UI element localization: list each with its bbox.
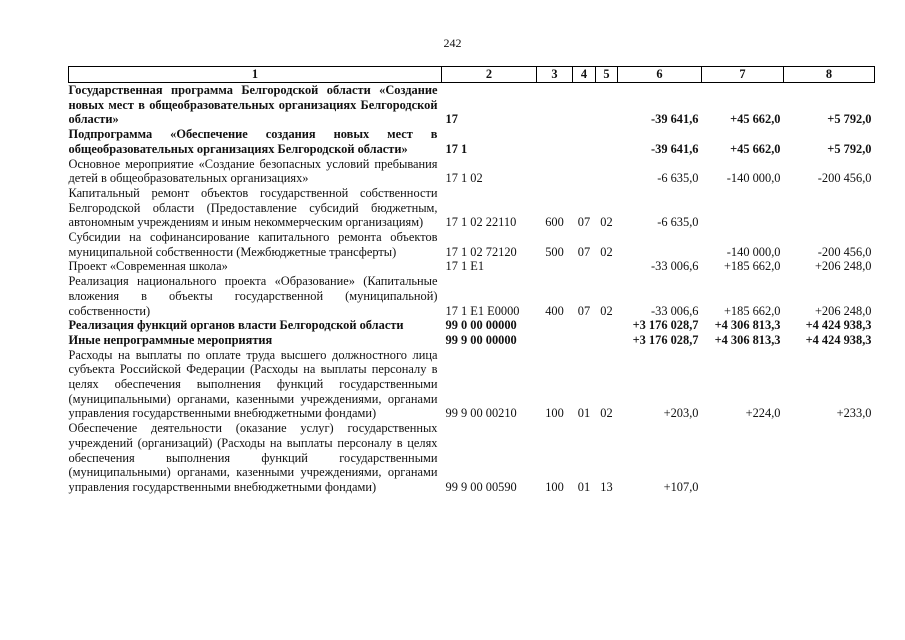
row-col5 bbox=[596, 157, 618, 186]
row-col3 bbox=[537, 157, 573, 186]
row-value-8: +4 424 938,3 bbox=[805, 332, 872, 347]
row-value-8: +4 424 938,3 bbox=[805, 318, 872, 333]
row-col5 bbox=[596, 259, 618, 274]
table-row bbox=[69, 348, 875, 422]
row-value-7: +45 662,0 bbox=[730, 141, 781, 156]
row-col3: 600 bbox=[545, 215, 564, 230]
table-row bbox=[69, 421, 875, 495]
row-name: Государственная программа Белгородской области «Создание новых мест в общеобразовательных организациях Белгородской области» bbox=[68, 83, 438, 127]
row-value-8: -200 456,0 bbox=[817, 244, 872, 259]
row-col5 bbox=[596, 127, 618, 156]
row-code: 17 1 bbox=[445, 141, 468, 156]
table-row bbox=[69, 186, 875, 230]
row-col4: 01 bbox=[577, 479, 591, 494]
header-cell: 4 bbox=[573, 67, 596, 83]
row-name: Основное мероприятие «Создание безопасных условий пребывания детей в общеобразовательных организациях» bbox=[68, 156, 438, 186]
row-col3 bbox=[537, 318, 573, 333]
row-col5: 02 bbox=[600, 215, 613, 230]
row-code: 17 1 02 22110 bbox=[445, 215, 517, 230]
row-col5: 02 bbox=[600, 303, 613, 318]
header-cell: 2 bbox=[442, 67, 537, 83]
row-value-7: +224,0 bbox=[745, 406, 781, 421]
row-value-8: +5 792,0 bbox=[827, 141, 872, 156]
row-name: Расходы на выплаты по оплате труда высшего должностного лица субъекта Российской Федерации (Расходы на выплаты персоналу в целях обеспечения выполнения функций государственными (муниципальными) органами, казенными учреждениями, органами управления государственными внебюджетными фондами) bbox=[68, 347, 438, 421]
row-name: Иные непрограммные мероприятия bbox=[68, 332, 273, 347]
row-col3 bbox=[537, 127, 573, 156]
row-value-6: -39 641,6 bbox=[651, 141, 699, 156]
row-value-7: +185 662,0 bbox=[723, 303, 781, 318]
row-col5 bbox=[596, 318, 618, 333]
row-col4 bbox=[573, 83, 596, 128]
row-col4 bbox=[573, 127, 596, 156]
row-name: Обеспечение деятельности (оказание услуг) государственных учреждений (организаций) (Расходы на выплаты персоналу в целях обеспечения выполнения функций государственными (муниципальными) органами, казенными учреждениями, органами управления государственными внебюджетными фондами) bbox=[68, 421, 438, 494]
row-col3 bbox=[537, 83, 573, 128]
row-col4: 07 bbox=[577, 303, 591, 318]
row-name: Реализация функций органов власти Белгородской области bbox=[68, 318, 404, 333]
header-cell: 3 bbox=[537, 67, 573, 83]
row-code: 17 1 E1 bbox=[445, 259, 485, 274]
row-value-7: +4 306 813,3 bbox=[714, 318, 781, 333]
row-col5: 02 bbox=[600, 406, 613, 421]
row-value-6: -33 006,6 bbox=[651, 303, 699, 318]
table-row bbox=[69, 230, 875, 259]
row-value-6: -39 641,6 bbox=[651, 112, 699, 127]
row-value-7: +4 306 813,3 bbox=[714, 332, 781, 347]
header-cell: 6 bbox=[618, 67, 702, 83]
row-value-7: +185 662,0 bbox=[723, 259, 781, 274]
row-code: 17 1 E1 E0000 bbox=[445, 303, 520, 318]
table-row bbox=[69, 274, 875, 318]
row-value-6: +3 176 028,7 bbox=[632, 318, 699, 333]
row-col4: 07 bbox=[577, 215, 591, 230]
header-cell: 8 bbox=[784, 67, 875, 83]
row-value-6: -6 635,0 bbox=[657, 171, 699, 186]
row-value-7: -140 000,0 bbox=[726, 171, 781, 186]
row-name: Капитальный ремонт объектов государственной собственности Белгородской области (Предоставление субсидий бюджетным, автономным учреждениям и иным некоммерческим организациям) bbox=[68, 185, 438, 230]
budget-table bbox=[68, 66, 875, 495]
table-row bbox=[69, 157, 875, 186]
page-number: 242 bbox=[443, 36, 462, 50]
row-col3: 400 bbox=[545, 303, 564, 318]
row-col5: 02 bbox=[600, 244, 613, 259]
row-col4 bbox=[573, 157, 596, 186]
row-value-6 bbox=[618, 230, 702, 259]
row-value-8: +206 248,0 bbox=[814, 259, 872, 274]
row-value-6: +203,0 bbox=[663, 406, 699, 421]
row-col3: 100 bbox=[545, 479, 564, 494]
row-value-8: +233,0 bbox=[836, 406, 872, 421]
row-value-7: -140 000,0 bbox=[726, 244, 781, 259]
header-row bbox=[69, 67, 875, 83]
row-name: Реализация национального проекта «Образование» (Капитальные вложения в объекты государственной (муниципальной) собственности) bbox=[68, 274, 438, 318]
header-cell: 1 bbox=[69, 67, 442, 83]
row-value-8 bbox=[784, 421, 875, 495]
table-row bbox=[69, 127, 875, 156]
row-value-8: +5 792,0 bbox=[827, 112, 872, 127]
row-value-7 bbox=[702, 421, 784, 495]
row-value-6: +107,0 bbox=[663, 479, 699, 494]
row-value-6: -33 006,6 bbox=[651, 259, 699, 274]
row-code: 17 1 02 72120 bbox=[445, 244, 517, 259]
table-row bbox=[69, 83, 875, 128]
row-code: 99 9 00 00590 bbox=[445, 479, 517, 494]
table-row bbox=[69, 318, 875, 333]
row-value-8: +206 248,0 bbox=[814, 303, 872, 318]
row-col5: 13 bbox=[600, 479, 613, 494]
row-value-7: +45 662,0 bbox=[730, 112, 781, 127]
row-code: 17 bbox=[445, 112, 458, 127]
row-code: 99 9 00 00210 bbox=[445, 406, 517, 421]
table-row bbox=[69, 333, 875, 348]
row-value-8 bbox=[784, 186, 875, 230]
row-col4 bbox=[573, 259, 596, 274]
row-code: 17 1 02 bbox=[445, 171, 483, 186]
row-col5 bbox=[596, 333, 618, 348]
row-col4: 01 bbox=[577, 406, 591, 421]
table-row bbox=[69, 259, 875, 274]
row-value-6: +3 176 028,7 bbox=[632, 332, 699, 347]
row-name: Подпрограмма «Обеспечение создания новых мест в общеобразовательных организациях Белгородской области» bbox=[68, 127, 438, 156]
row-col3: 500 bbox=[545, 244, 564, 259]
row-col4 bbox=[573, 333, 596, 348]
row-col3 bbox=[537, 259, 573, 274]
header-cell: 7 bbox=[702, 67, 784, 83]
row-code: 99 0 00 00000 bbox=[445, 318, 517, 333]
row-code: 99 9 00 00000 bbox=[445, 332, 517, 347]
row-col3: 100 bbox=[545, 406, 564, 421]
row-col3 bbox=[537, 333, 573, 348]
row-col4 bbox=[573, 318, 596, 333]
row-col4: 07 bbox=[577, 244, 591, 259]
row-value-8: -200 456,0 bbox=[817, 171, 872, 186]
row-value-7 bbox=[702, 186, 784, 230]
header-cell: 5 bbox=[596, 67, 618, 83]
row-name: Субсидии на софинансирование капитального ремонта объектов муниципальной собственности (Межбюджетные трансферты) bbox=[68, 230, 438, 259]
row-col5 bbox=[596, 83, 618, 128]
row-name: Проект «Современная школа» bbox=[68, 259, 228, 274]
row-value-6: -6 635,0 bbox=[657, 215, 699, 230]
